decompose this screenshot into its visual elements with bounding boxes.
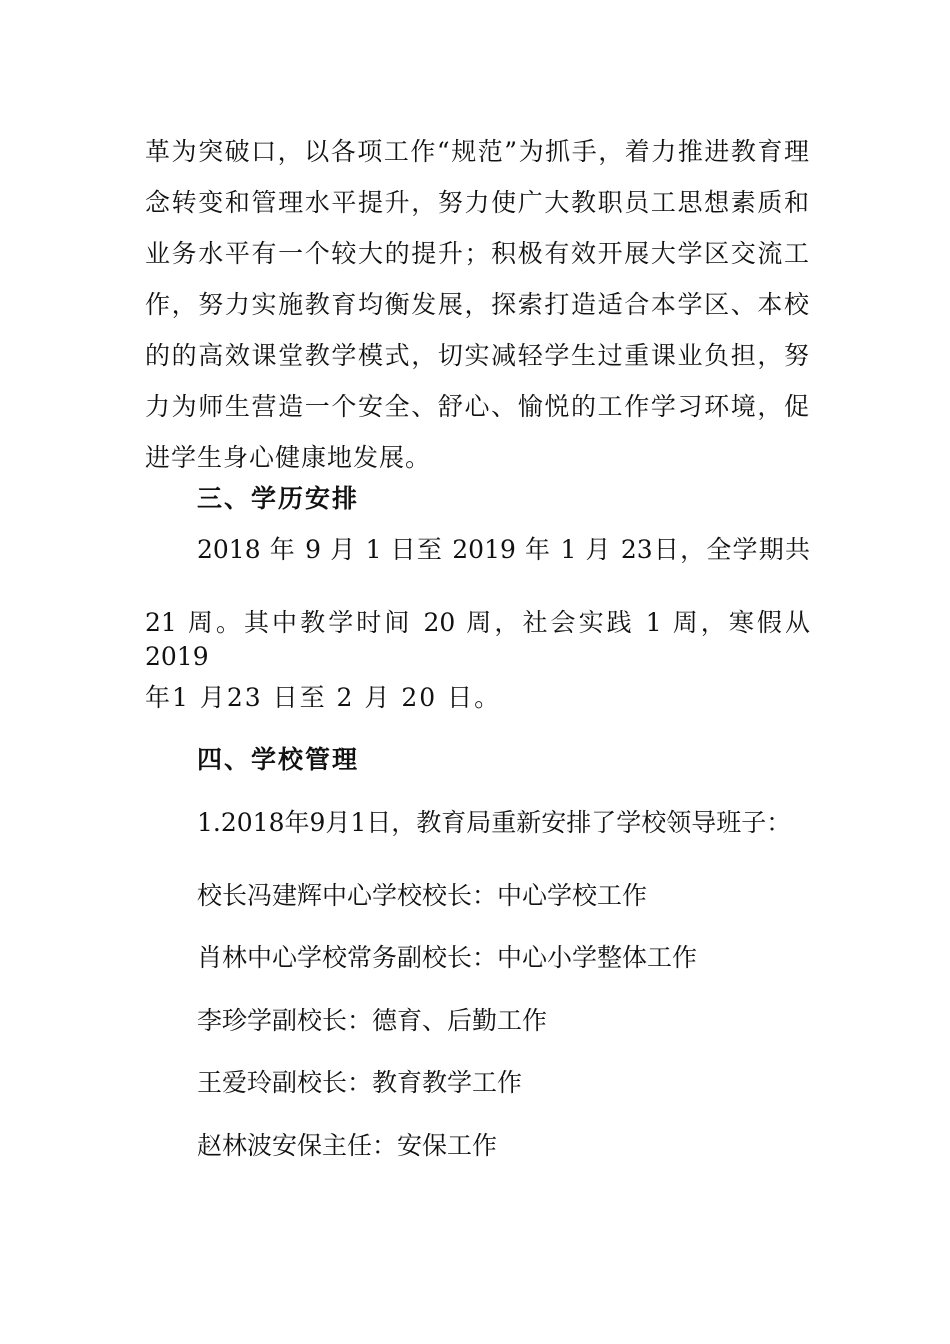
staff-item: 校长冯建辉中心学校校长：中心学校工作	[197, 881, 648, 910]
leadership-intro: 1.2018年9月1日，教育局重新安排了学校领导班子：	[197, 808, 792, 837]
section-4-heading: 四、学校管理	[197, 745, 360, 774]
staff-item: 王爱玲副校长：教育教学工作	[197, 1068, 523, 1097]
staff-item: 赵林波安保主任：安保工作	[197, 1131, 498, 1160]
intro-paragraph: 革为突破口，以各项工作“规范”为抓手，着力推进教育理念转变和管理水平提升，努力使广大教职员工思想素质和业务水平有一个较大的提升；积极有效开展大学区交流工作，努力实施教育均衡发展，探索打造适合本学区、本校的的高效课堂教学模式，切实减轻学生过重课业负担，努力为师生营造一个安全、舒心、愉悦的工作学习环境，促进学生身心健康地发展。	[145, 137, 810, 472]
schedule-line-2: 21 周。其中教学时间 20 周，社会实践 1 周，寒假从 2019	[145, 608, 810, 671]
schedule-line-1: 2018 年 9 月 1 日至 2019 年 1 月 23日，全学期共	[197, 535, 810, 564]
staff-item: 肖林中心学校常务副校长：中心小学整体工作	[197, 943, 698, 972]
section-3-heading: 三、学历安排	[197, 484, 360, 513]
schedule-line-3: 年1 月23 日至 2 月 20 日。	[145, 683, 502, 712]
staff-item: 李珍学副校长：德育、后勤工作	[197, 1006, 548, 1035]
